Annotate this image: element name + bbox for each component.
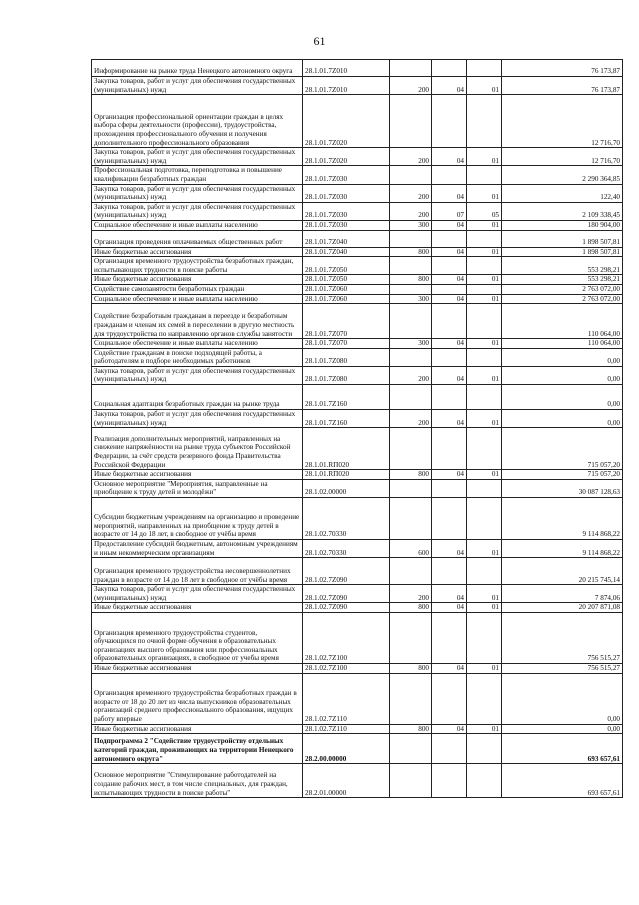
row-name: Закупка товаров, работ и услуг для обеспечения государственных (муниципальных) нужд: [92, 410, 303, 428]
row-subsection: 01: [467, 275, 502, 285]
row-amount: 2 109 338,45: [502, 202, 623, 220]
row-code: 28.1.02.70330: [303, 540, 390, 558]
row-code: 28.1.01.7Z080: [303, 366, 390, 384]
row-amount: 76 173,87: [502, 60, 623, 77]
row-amount: 2 763 072,00: [502, 284, 623, 294]
row-expense-type: [390, 734, 432, 764]
row-code: 28.1.01.7Z020: [303, 95, 390, 148]
row-section: [432, 428, 467, 470]
table-row: [92, 673, 623, 724]
table-row: [92, 764, 623, 798]
row-section: [432, 764, 467, 798]
row-section: 07: [432, 202, 467, 220]
row-expense-type: [390, 166, 432, 184]
table-row: [92, 470, 623, 480]
row-code: 28.1.01.7Z030: [303, 220, 390, 230]
table-row: [92, 366, 623, 384]
row-expense-type: 300: [390, 294, 432, 304]
row-expense-type: [390, 479, 432, 497]
row-code: 28.1.02.7Z110: [303, 673, 390, 724]
row-expense-type: [390, 673, 432, 724]
table-row: [92, 95, 623, 148]
row-name: Закупка товаров, работ и услуг для обеспечения государственных (муниципальных) нужд: [92, 77, 303, 95]
row-code: 28.1.01.7Z040: [303, 247, 390, 257]
table-row: [92, 184, 623, 202]
row-expense-type: [390, 385, 432, 410]
row-amount: 756 515,27: [502, 613, 623, 664]
row-section: [432, 558, 467, 585]
table-row: [92, 220, 623, 230]
row-subsection: [467, 558, 502, 585]
row-amount: 12 716,70: [502, 148, 623, 166]
row-code: 28.1.01.7Z160: [303, 410, 390, 428]
row-expense-type: 300: [390, 339, 432, 349]
row-section: [432, 673, 467, 724]
row-expense-type: [390, 428, 432, 470]
row-subsection: [467, 428, 502, 470]
budget-table: [91, 59, 623, 798]
row-section: [432, 284, 467, 294]
table-row: [92, 724, 623, 734]
row-expense-type: 200: [390, 148, 432, 166]
row-amount: 2 763 072,00: [502, 294, 623, 304]
row-amount: 110 064,00: [502, 339, 623, 349]
row-subsection: [467, 230, 502, 247]
row-expense-type: 600: [390, 540, 432, 558]
row-subsection: [467, 166, 502, 184]
row-amount: 1 898 507,81: [502, 230, 623, 247]
row-section: 04: [432, 540, 467, 558]
table-row: [92, 428, 623, 470]
row-code: 28.2.01.00000: [303, 764, 390, 798]
row-expense-type: [390, 348, 432, 366]
row-subsection: 01: [467, 540, 502, 558]
row-expense-type: [390, 613, 432, 664]
row-section: 04: [432, 585, 467, 603]
row-expense-type: [390, 558, 432, 585]
row-section: [432, 479, 467, 497]
table-row: [92, 275, 623, 285]
row-section: 04: [432, 294, 467, 304]
row-section: 04: [432, 77, 467, 95]
row-amount: 0,00: [502, 366, 623, 384]
row-name: Информирование на рынке труда Ненецкого автономного округа: [92, 60, 303, 77]
table-row: [92, 230, 623, 247]
row-code: 28.1.01.7Z070: [303, 339, 390, 349]
page-number: 61: [313, 34, 326, 48]
row-expense-type: 200: [390, 410, 432, 428]
row-expense-type: 800: [390, 275, 432, 285]
row-subsection: [467, 734, 502, 764]
row-code: 28.1.01.7Z050: [303, 275, 390, 285]
row-name: Социальная адаптация безработных граждан на рынке труда: [92, 385, 303, 410]
table-row: [92, 664, 623, 674]
row-name: Иные бюджетные ассигнования: [92, 603, 303, 613]
row-amount: 76 173,87: [502, 77, 623, 95]
row-amount: 0,00: [502, 385, 623, 410]
row-subsection: 01: [467, 220, 502, 230]
table-row: [92, 613, 623, 664]
row-name: Закупка товаров, работ и услуг для обеспечения государственных (муниципальных) нужд: [92, 585, 303, 603]
row-section: [432, 613, 467, 664]
row-section: 04: [432, 247, 467, 257]
row-amount: 1 898 507,81: [502, 247, 623, 257]
row-subsection: [467, 348, 502, 366]
row-code: 28.2.00.00000: [303, 734, 390, 764]
table-row: [92, 603, 623, 613]
row-subsection: 01: [467, 470, 502, 480]
row-name: Организация временного трудоустройства безработных граждан, испытывающих трудности в поиске работы: [92, 257, 303, 275]
row-expense-type: 800: [390, 664, 432, 674]
row-amount: 553 298,21: [502, 275, 623, 285]
row-expense-type: [390, 498, 432, 540]
row-code: 28.1.01.7Z010: [303, 77, 390, 95]
row-amount: 693 657,61: [502, 734, 623, 764]
row-amount: 122,40: [502, 184, 623, 202]
row-amount: 9 114 868,22: [502, 540, 623, 558]
row-subsection: 01: [467, 664, 502, 674]
row-name: Социальное обеспечение и иные выплаты населению: [92, 294, 303, 304]
row-section: [432, 166, 467, 184]
row-code: 28.1.01.7Z030: [303, 202, 390, 220]
row-section: [432, 60, 467, 77]
row-section: [432, 95, 467, 148]
row-expense-type: 200: [390, 366, 432, 384]
row-name: Иные бюджетные ассигнования: [92, 247, 303, 257]
row-code: 28.1.01.7Z080: [303, 348, 390, 366]
row-name: Содействие самозанятости безработных граждан: [92, 284, 303, 294]
row-amount: 0,00: [502, 673, 623, 724]
table-row: [92, 202, 623, 220]
row-expense-type: 800: [390, 470, 432, 480]
table-row: [92, 148, 623, 166]
row-amount: 180 904,00: [502, 220, 623, 230]
row-section: 04: [432, 366, 467, 384]
row-amount: 30 087 128,63: [502, 479, 623, 497]
row-amount: 0,00: [502, 348, 623, 366]
row-subsection: 01: [467, 724, 502, 734]
row-subsection: 01: [467, 247, 502, 257]
row-section: 04: [432, 184, 467, 202]
row-code: 28.1.01.7Z040: [303, 230, 390, 247]
row-subsection: [467, 673, 502, 724]
row-expense-type: 800: [390, 603, 432, 613]
row-subsection: [467, 764, 502, 798]
row-code: 28.1.02.7Z090: [303, 585, 390, 603]
row-amount: 553 298,21: [502, 257, 623, 275]
row-section: [432, 498, 467, 540]
table-row: [92, 410, 623, 428]
row-subsection: 01: [467, 339, 502, 349]
row-expense-type: 200: [390, 585, 432, 603]
row-expense-type: [390, 304, 432, 339]
row-expense-type: [390, 284, 432, 294]
table-row: [92, 585, 623, 603]
row-name: Подпрограмма 2 "Содействие трудоустройству отдельных категорий граждан, проживающих на территории Ненецкого автономного округа": [92, 734, 303, 764]
row-name: Иные бюджетные ассигнования: [92, 470, 303, 480]
row-code: 28.1.01.7Z030: [303, 184, 390, 202]
row-amount: 110 064,00: [502, 304, 623, 339]
row-code: 28.1.02.00000: [303, 479, 390, 497]
table-row: [92, 479, 623, 497]
table-row: [92, 734, 623, 764]
row-subsection: 01: [467, 366, 502, 384]
row-name: Предоставление субсидий бюджетным, автономным учреждениям и иным некоммерческим организациям: [92, 540, 303, 558]
row-code: 28.1.01.7Z020: [303, 148, 390, 166]
row-section: 04: [432, 339, 467, 349]
row-name: Организация профессиональной ориентации граждан в целях выбора сферы деятельности (профессии), трудоустройства, прохождения профессионального обучения и получения дополнительного профессионального образования: [92, 95, 303, 148]
row-expense-type: 200: [390, 184, 432, 202]
row-expense-type: [390, 230, 432, 247]
row-name: Иные бюджетные ассигнования: [92, 724, 303, 734]
row-code: 28.1.02.70330: [303, 498, 390, 540]
row-name: Закупка товаров, работ и услуг для обеспечения государственных (муниципальных) нужд: [92, 184, 303, 202]
row-section: [432, 257, 467, 275]
row-expense-type: 200: [390, 77, 432, 95]
row-code: 28.1.02.7Z100: [303, 613, 390, 664]
row-name: Иные бюджетные ассигнования: [92, 664, 303, 674]
row-section: 04: [432, 220, 467, 230]
row-subsection: 01: [467, 148, 502, 166]
row-expense-type: [390, 764, 432, 798]
row-section: [432, 348, 467, 366]
row-subsection: 01: [467, 585, 502, 603]
row-amount: 7 874,06: [502, 585, 623, 603]
row-subsection: 01: [467, 294, 502, 304]
row-expense-type: 800: [390, 724, 432, 734]
row-amount: 9 114 868,22: [502, 498, 623, 540]
row-amount: 715 057,20: [502, 470, 623, 480]
row-name: Закупка товаров, работ и услуг для обеспечения государственных (муниципальных) нужд: [92, 148, 303, 166]
row-subsection: 01: [467, 77, 502, 95]
row-name: Социальное обеспечение и иные выплаты населению: [92, 339, 303, 349]
row-section: 04: [432, 724, 467, 734]
row-subsection: [467, 304, 502, 339]
table-row: [92, 166, 623, 184]
row-subsection: [467, 479, 502, 497]
table-row: [92, 498, 623, 540]
row-subsection: 01: [467, 603, 502, 613]
row-expense-type: 200: [390, 202, 432, 220]
table-row: [92, 294, 623, 304]
row-code: 28.1.01.7Z070: [303, 304, 390, 339]
row-name: Профессиональная подготовка, переподготовка и повышение квалификации безработных граждан: [92, 166, 303, 184]
row-name: Иные бюджетные ассигнования: [92, 275, 303, 285]
row-subsection: [467, 95, 502, 148]
table-row: [92, 77, 623, 95]
row-name: Организация временного трудоустройства студентов, обучающихся по очной форме обучения в образовательных организациях высшего образования или профессиональных образовательных организациях, в свободное от учебы время: [92, 613, 303, 664]
row-code: 28.1.01.7Z060: [303, 294, 390, 304]
row-amount: 0,00: [502, 410, 623, 428]
row-amount: 756 515,27: [502, 664, 623, 674]
row-name: Закупка товаров, работ и услуг для обеспечения государственных (муниципальных) нужд: [92, 202, 303, 220]
row-code: 28.1.02.7Z090: [303, 603, 390, 613]
row-expense-type: 800: [390, 247, 432, 257]
row-subsection: [467, 498, 502, 540]
row-subsection: [467, 613, 502, 664]
row-code: 28.1.02.7Z090: [303, 558, 390, 585]
row-subsection: [467, 60, 502, 77]
row-expense-type: [390, 95, 432, 148]
row-section: 04: [432, 470, 467, 480]
row-amount: 20 207 871,08: [502, 603, 623, 613]
row-code: 28.1.01.7Z060: [303, 284, 390, 294]
row-section: 04: [432, 664, 467, 674]
row-amount: 20 215 745,14: [502, 558, 623, 585]
row-subsection: [467, 257, 502, 275]
row-section: [432, 734, 467, 764]
row-name: Закупка товаров, работ и услуг для обеспечения государственных (муниципальных) нужд: [92, 366, 303, 384]
row-expense-type: [390, 60, 432, 77]
row-expense-type: [390, 257, 432, 275]
table-row: [92, 257, 623, 275]
row-section: 04: [432, 275, 467, 285]
row-code: 28.1.02.7Z110: [303, 724, 390, 734]
table-row: [92, 348, 623, 366]
row-code: 28.1.01.7Z160: [303, 385, 390, 410]
table-row: [92, 247, 623, 257]
row-name: Основное мероприятие "Мероприятия, направленные на приобщение к труду детей и молодёжи": [92, 479, 303, 497]
table-row: [92, 304, 623, 339]
row-name: Социальное обеспечение и иные выплаты населению: [92, 220, 303, 230]
table-row: [92, 284, 623, 294]
row-amount: 12 716,70: [502, 95, 623, 148]
table-row: [92, 339, 623, 349]
row-code: 28.1.01.7Z030: [303, 166, 390, 184]
table-row: [92, 60, 623, 77]
row-name: Субсидии бюджетным учреждениям на организацию и проведение мероприятий, направленных на приобщение к труду детей в возрасте от 14 до 18 лет, в свободное от учёбы время: [92, 498, 303, 540]
row-name: Содействие безработным гражданам в переезде и безработным гражданам и членам их семей в переселении в другую местность для трудоустройства по направлению органов службы занятости: [92, 304, 303, 339]
row-name: Организация временного трудоустройства безработных граждан в возрасте от 18 до 20 лет из числа выпускников образовательных организаций среднего профессионального образования, ищущих работу впервые: [92, 673, 303, 724]
row-expense-type: 300: [390, 220, 432, 230]
row-name: Основное мероприятие "Стимулирование работодателей на создание рабочих мест, в том числе специальных, для граждан, испытывающих трудности в поиске работы": [92, 764, 303, 798]
table-row: [92, 385, 623, 410]
row-amount: 2 290 364,85: [502, 166, 623, 184]
row-section: 04: [432, 410, 467, 428]
row-section: [432, 230, 467, 247]
row-section: 04: [432, 603, 467, 613]
row-subsection: [467, 385, 502, 410]
row-subsection: 05: [467, 202, 502, 220]
row-name: Реализация дополнительных мероприятий, направленных на снижение напряжённости на рынке труда субъектов Российской Федерации, за счёт средств резервного фонда Правительства Российской Федерации: [92, 428, 303, 470]
row-subsection: 01: [467, 410, 502, 428]
row-amount: 0,00: [502, 724, 623, 734]
row-section: [432, 304, 467, 339]
row-name: Организация временного трудоустройства несовершеннолетних граждан в возрасте от 14 до 18 лет в свободное от учёбы время: [92, 558, 303, 585]
row-code: 28.1.01.RП020: [303, 428, 390, 470]
row-section: 04: [432, 148, 467, 166]
table-row: [92, 540, 623, 558]
row-name: Содействие гражданам в поиске подходящей работы, а работодателям в подборе необходимых работников: [92, 348, 303, 366]
row-name: Организация проведения оплачиваемых общественных работ: [92, 230, 303, 247]
row-code: 28.1.01.7Z050: [303, 257, 390, 275]
table-row: [92, 558, 623, 585]
row-amount: 715 057,20: [502, 428, 623, 470]
row-code: 28.1.02.7Z100: [303, 664, 390, 674]
row-subsection: [467, 284, 502, 294]
row-code: 28.1.01.RП020: [303, 470, 390, 480]
row-amount: 693 657,61: [502, 764, 623, 798]
row-subsection: 01: [467, 184, 502, 202]
row-section: [432, 385, 467, 410]
row-code: 28.1.01.7Z010: [303, 60, 390, 77]
